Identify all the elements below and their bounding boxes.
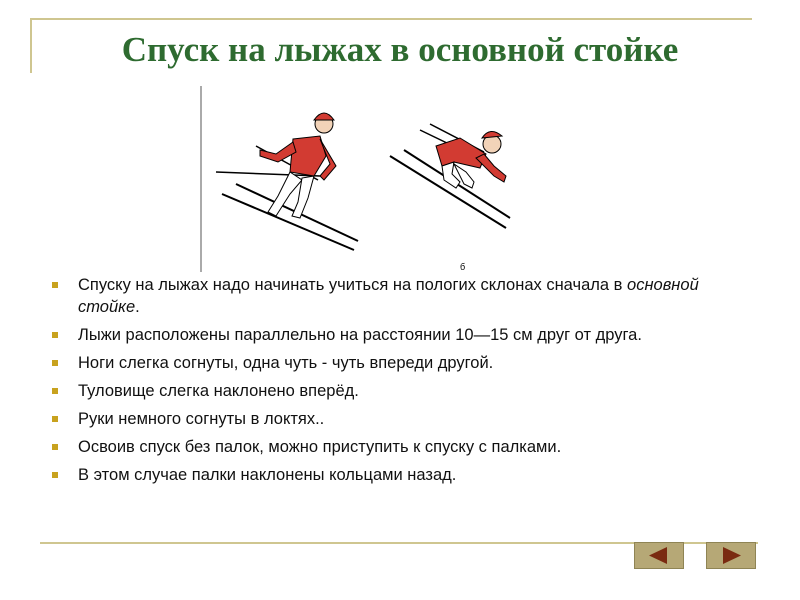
- slide-title: Спуск на лыжах в основной стойке: [121, 30, 679, 69]
- bullet-marker: [52, 472, 58, 478]
- bullet-marker: [52, 444, 58, 450]
- bullet-marker: [52, 388, 58, 394]
- bullet-item: Туловище слегка наклонено вперёд.: [52, 380, 752, 402]
- figure-b-label: б: [460, 262, 466, 272]
- bullet-marker: [52, 332, 58, 338]
- previous-slide-button[interactable]: [634, 542, 684, 569]
- triangle-right-icon: [707, 543, 755, 568]
- bullet-item: В этом случае палки наклонены кольцами назад.: [52, 464, 752, 486]
- bullet-item: Спуску на лыжах надо начинать учиться на пологих склонах сначала в основной стойке.: [52, 274, 752, 318]
- bullet-list: [52, 274, 752, 492]
- top-rule: [30, 18, 752, 20]
- bullet-marker: [52, 360, 58, 366]
- skiing-illustration: [198, 84, 528, 274]
- triangle-left-icon: [635, 543, 683, 568]
- bullet-marker: [52, 282, 58, 288]
- bullet-item: Ноги слегка согнуты, одна чуть - чуть впереди другой.: [52, 352, 752, 374]
- bullet-item: Освоив спуск без палок, можно приступить к спуску с палками.: [52, 436, 752, 458]
- skier-figure-a: [216, 113, 358, 250]
- bullet-marker: [52, 416, 58, 422]
- bullet-item: Руки немного согнуты в локтях..: [52, 408, 752, 430]
- skier-figure-b: [390, 124, 510, 272]
- next-slide-button[interactable]: [706, 542, 756, 569]
- bullet-item: Лыжи расположены параллельно на расстоянии 10—15 см друг от друга.: [52, 324, 752, 346]
